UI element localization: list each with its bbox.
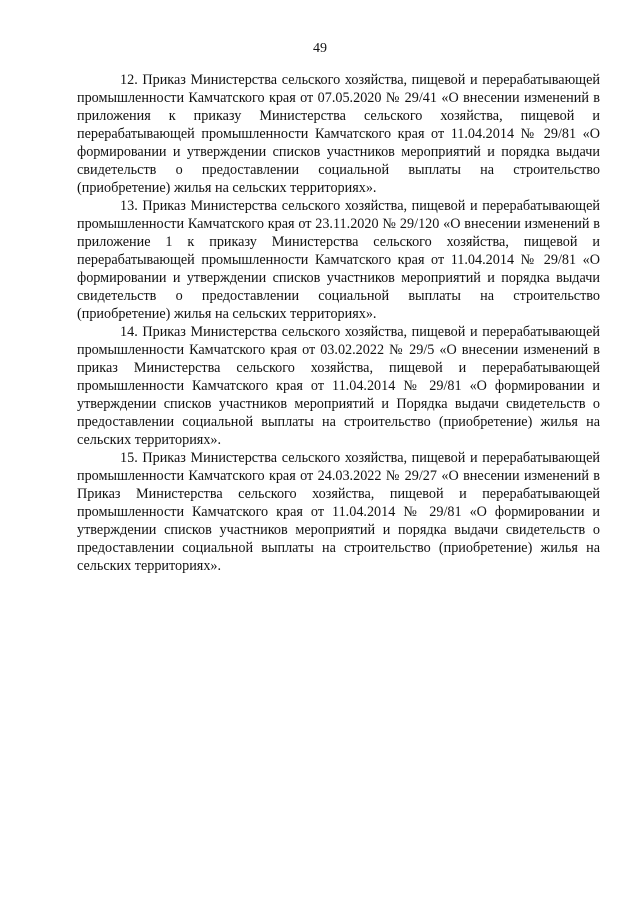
- page-number: 49: [313, 41, 327, 56]
- item-text: Приказ Министерства сельского хозяйства, пищевой и перерабатывающей промышленности Камчатского края от 23.11.2020 № 29/120 «О внесении изменений в приложение 1 к приказу Министерства сельского хозяйства, пищевой и перерабатывающей промышленности Камчатского края от 11.04.2014 № 29/81 «О формировании и утверждении списков участников мероприятий и порядка выдачи свидетельств о предоставлении социальной выплаты на строительство (приобретение) жилья на сельских территориях».: [77, 198, 600, 322]
- item-text: Приказ Министерства сельского хозяйства, пищевой и перерабатывающей промышленности Камчатского края от 03.02.2022 № 29/5 «О внесении изменений в приказ Министерства сельского хозяйства, пищевой и перерабатывающей промышленности Камчатского края от 11.04.2014 № 29/81 «О формировании и утверждении списков участников мероприятий и Порядка выдачи свидетельств о предоставлении социальной выплаты на строительство (приобретение) жилья на сельских территориях».: [77, 324, 600, 448]
- document-body: [77, 71, 600, 575]
- list-item-15: [77, 449, 600, 575]
- item-number: 12.: [120, 72, 138, 88]
- list-item-12: [77, 71, 600, 197]
- item-text: Приказ Министерства сельского хозяйства, пищевой и перерабатывающей промышленности Камчатского края от 24.03.2022 № 29/27 «О внесении изменений в Приказ Министерства сельского хозяйства, пищевой и перерабатывающей промышленности Камчатского края от 11.04.2014 № 29/81 «О формировании и утверждении списков участников мероприятий и порядка выдачи свидетельств о предоставлении социальной выплаты на строительство (приобретение) жилья на сельских территориях».: [77, 450, 600, 574]
- list-item-14: [77, 323, 600, 449]
- item-text: Приказ Министерства сельского хозяйства, пищевой и перерабатывающей промышленности Камчатского края от 07.05.2020 № 29/41 «О внесении изменений в приложения к приказу Министерства сельского хозяйства, пищевой и перерабатывающей промышленности Камчатского края от 11.04.2014 № 29/81 «О формировании и утверждении списков участников мероприятий и порядка выдачи свидетельств о предоставлении социальной выплаты на строительство (приобретение) жилья на сельских территориях».: [77, 72, 600, 196]
- list-item-13: [77, 197, 600, 323]
- item-number: 15.: [120, 450, 138, 466]
- item-number: 13.: [120, 198, 138, 214]
- item-number: 14.: [120, 324, 138, 340]
